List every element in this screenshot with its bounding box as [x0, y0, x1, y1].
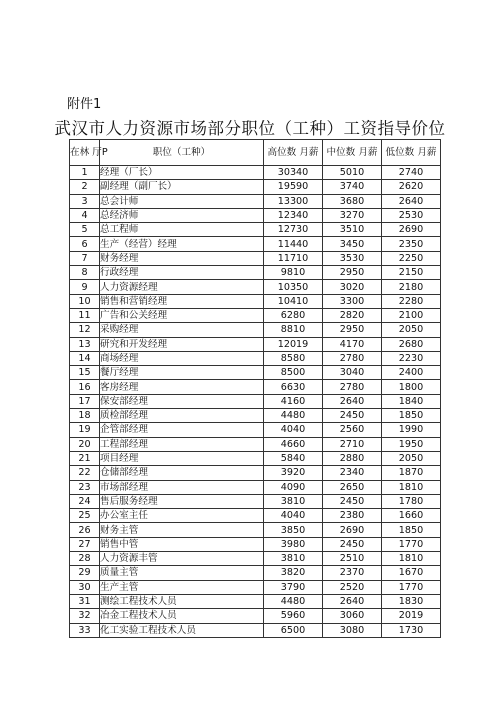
row-mid-wage: 2820	[323, 308, 382, 322]
row-position: 人力资源经理	[100, 280, 264, 294]
row-position: 人力资源丰管	[100, 552, 264, 566]
row-mid-wage: 4170	[323, 337, 382, 351]
row-position: 总工程师	[100, 223, 264, 237]
row-position: 化工实验工程技术人员	[100, 623, 264, 637]
row-mid-wage: 2450	[323, 537, 382, 551]
table-row	[70, 223, 441, 237]
table-header-row	[70, 140, 441, 166]
row-high-wage: 11440	[264, 237, 323, 251]
row-high-wage: 4040	[264, 509, 323, 523]
header-index: 在林 厅P	[70, 140, 100, 166]
row-position: 保安部经理	[100, 394, 264, 408]
row-position: 行政经理	[100, 266, 264, 280]
row-low-wage: 1800	[382, 380, 441, 394]
table-row	[70, 380, 441, 394]
row-low-wage: 2019	[382, 609, 441, 623]
row-position: 广告和公关经理	[100, 308, 264, 322]
row-index: 20	[70, 437, 100, 451]
header-mid: 中位数 月薪	[323, 140, 382, 166]
row-index: 21	[70, 451, 100, 465]
row-low-wage: 2050	[382, 323, 441, 337]
row-mid-wage: 2710	[323, 437, 382, 451]
row-mid-wage: 2370	[323, 566, 382, 580]
table-row	[70, 566, 441, 580]
row-position: 生产（经营）经理	[100, 237, 264, 251]
table-row	[70, 466, 441, 480]
row-position: 质量主管	[100, 566, 264, 580]
row-low-wage: 1780	[382, 494, 441, 508]
row-high-wage: 4660	[264, 437, 323, 451]
row-index: 5	[70, 223, 100, 237]
table-row	[70, 580, 441, 594]
row-position: 测绘工程技术人员	[100, 594, 264, 608]
row-low-wage: 2250	[382, 251, 441, 265]
row-position: 仓储部经理	[100, 466, 264, 480]
row-mid-wage: 2780	[323, 351, 382, 365]
row-position: 销售和营销经理	[100, 294, 264, 308]
table-row	[70, 351, 441, 365]
row-mid-wage: 3270	[323, 208, 382, 222]
row-low-wage: 1810	[382, 552, 441, 566]
header-low: 低位数 月薪	[382, 140, 441, 166]
row-high-wage: 9810	[264, 266, 323, 280]
row-low-wage: 2620	[382, 180, 441, 194]
row-mid-wage: 2340	[323, 466, 382, 480]
row-low-wage: 2400	[382, 366, 441, 380]
row-index: 6	[70, 237, 100, 251]
header-position: 职位（工种）	[100, 140, 264, 166]
row-position: 财务经理	[100, 251, 264, 265]
row-high-wage: 30340	[264, 166, 323, 180]
row-index: 29	[70, 566, 100, 580]
table-row	[70, 323, 441, 337]
row-mid-wage: 2650	[323, 480, 382, 494]
row-low-wage: 1850	[382, 523, 441, 537]
table-row	[70, 537, 441, 551]
row-mid-wage: 5010	[323, 166, 382, 180]
row-low-wage: 2280	[382, 294, 441, 308]
row-high-wage: 4090	[264, 480, 323, 494]
row-position: 客房经理	[100, 380, 264, 394]
row-mid-wage: 2520	[323, 580, 382, 594]
row-high-wage: 4160	[264, 394, 323, 408]
row-position: 商场经理	[100, 351, 264, 365]
row-low-wage: 2640	[382, 194, 441, 208]
row-index: 32	[70, 609, 100, 623]
table-row	[70, 494, 441, 508]
row-high-wage: 3810	[264, 552, 323, 566]
table-row	[70, 609, 441, 623]
row-index: 10	[70, 294, 100, 308]
row-mid-wage: 3300	[323, 294, 382, 308]
row-position: 总会计师	[100, 194, 264, 208]
row-position: 销售中管	[100, 537, 264, 551]
row-high-wage: 3820	[264, 566, 323, 580]
row-low-wage: 2680	[382, 337, 441, 351]
row-index: 19	[70, 423, 100, 437]
row-low-wage: 1770	[382, 537, 441, 551]
table-row	[70, 294, 441, 308]
row-index: 9	[70, 280, 100, 294]
row-index: 3	[70, 194, 100, 208]
row-low-wage: 2150	[382, 266, 441, 280]
row-mid-wage: 2690	[323, 523, 382, 537]
row-index: 18	[70, 409, 100, 423]
row-high-wage: 4480	[264, 594, 323, 608]
table-row	[70, 337, 441, 351]
row-index: 25	[70, 509, 100, 523]
row-low-wage: 2100	[382, 308, 441, 322]
table-row	[70, 194, 441, 208]
row-high-wage: 10410	[264, 294, 323, 308]
table-row	[70, 509, 441, 523]
row-position: 采购经理	[100, 323, 264, 337]
row-index: 26	[70, 523, 100, 537]
row-position: 副经理（副厂长）	[100, 180, 264, 194]
row-position: 餐厅经理	[100, 366, 264, 380]
table-row	[70, 552, 441, 566]
row-high-wage: 19590	[264, 180, 323, 194]
row-mid-wage: 2510	[323, 552, 382, 566]
table-row	[70, 423, 441, 437]
row-high-wage: 8580	[264, 351, 323, 365]
attachment-label: 附件1	[67, 97, 102, 112]
row-high-wage: 12340	[264, 208, 323, 222]
page-title: 武汉市人力资源市场部分职位（工种）工资指导价位	[54, 119, 446, 138]
row-high-wage: 6630	[264, 380, 323, 394]
table-row	[70, 308, 441, 322]
row-index: 16	[70, 380, 100, 394]
row-high-wage: 3980	[264, 537, 323, 551]
row-high-wage: 4480	[264, 409, 323, 423]
row-high-wage: 4040	[264, 423, 323, 437]
row-low-wage: 1850	[382, 409, 441, 423]
table-row	[70, 237, 441, 251]
table-row	[70, 166, 441, 180]
row-low-wage: 2230	[382, 351, 441, 365]
table-row	[70, 266, 441, 280]
row-mid-wage: 2640	[323, 394, 382, 408]
row-high-wage: 5840	[264, 451, 323, 465]
row-low-wage: 1660	[382, 509, 441, 523]
row-mid-wage: 3530	[323, 251, 382, 265]
row-low-wage: 1730	[382, 623, 441, 637]
row-low-wage: 1840	[382, 394, 441, 408]
row-index: 1	[70, 166, 100, 180]
row-position: 经理（厂长）	[100, 166, 264, 180]
row-high-wage: 6280	[264, 308, 323, 322]
table-row	[70, 280, 441, 294]
row-position: 工程部经理	[100, 437, 264, 451]
row-index: 2	[70, 180, 100, 194]
table-row	[70, 409, 441, 423]
row-high-wage: 13300	[264, 194, 323, 208]
row-low-wage: 1990	[382, 423, 441, 437]
row-mid-wage: 3080	[323, 623, 382, 637]
row-index: 8	[70, 266, 100, 280]
row-position: 办公室主任	[100, 509, 264, 523]
table-row	[70, 394, 441, 408]
row-high-wage: 3790	[264, 580, 323, 594]
row-mid-wage: 3740	[323, 180, 382, 194]
row-low-wage: 2180	[382, 280, 441, 294]
row-mid-wage: 3450	[323, 237, 382, 251]
row-low-wage: 1950	[382, 437, 441, 451]
table-row	[70, 523, 441, 537]
table-row	[70, 366, 441, 380]
row-index: 31	[70, 594, 100, 608]
row-position: 市场部经理	[100, 480, 264, 494]
row-low-wage: 1870	[382, 466, 441, 480]
row-high-wage: 11710	[264, 251, 323, 265]
row-high-wage: 3920	[264, 466, 323, 480]
row-mid-wage: 2880	[323, 451, 382, 465]
row-low-wage: 2350	[382, 237, 441, 251]
row-index: 4	[70, 208, 100, 222]
row-low-wage: 1770	[382, 580, 441, 594]
row-high-wage: 12730	[264, 223, 323, 237]
row-mid-wage: 3060	[323, 609, 382, 623]
row-index: 11	[70, 308, 100, 322]
row-mid-wage: 3040	[323, 366, 382, 380]
row-index: 33	[70, 623, 100, 637]
row-index: 17	[70, 394, 100, 408]
row-mid-wage: 3510	[323, 223, 382, 237]
row-position: 企管部经理	[100, 423, 264, 437]
row-index: 13	[70, 337, 100, 351]
row-position: 研究和开发经理	[100, 337, 264, 351]
row-position: 总经济师	[100, 208, 264, 222]
table-row	[70, 251, 441, 265]
row-mid-wage: 3020	[323, 280, 382, 294]
row-mid-wage: 2560	[323, 423, 382, 437]
row-high-wage: 5960	[264, 609, 323, 623]
table-row	[70, 451, 441, 465]
table-row	[70, 437, 441, 451]
row-low-wage: 1670	[382, 566, 441, 580]
row-index: 12	[70, 323, 100, 337]
row-mid-wage: 2450	[323, 494, 382, 508]
row-low-wage: 1810	[382, 480, 441, 494]
row-high-wage: 12019	[264, 337, 323, 351]
row-position: 财务主管	[100, 523, 264, 537]
row-high-wage: 8500	[264, 366, 323, 380]
row-high-wage: 8810	[264, 323, 323, 337]
header-high: 高位数 月薪	[264, 140, 323, 166]
row-position: 质检部经理	[100, 409, 264, 423]
row-index: 23	[70, 480, 100, 494]
row-mid-wage: 2380	[323, 509, 382, 523]
row-low-wage: 1830	[382, 594, 441, 608]
row-mid-wage: 2780	[323, 380, 382, 394]
row-mid-wage: 2950	[323, 323, 382, 337]
wage-table	[69, 139, 441, 638]
row-high-wage: 6500	[264, 623, 323, 637]
row-index: 7	[70, 251, 100, 265]
row-mid-wage: 3680	[323, 194, 382, 208]
table-row	[70, 208, 441, 222]
row-index: 28	[70, 552, 100, 566]
table-row	[70, 623, 441, 637]
row-low-wage: 2530	[382, 208, 441, 222]
table-row	[70, 480, 441, 494]
row-high-wage: 3810	[264, 494, 323, 508]
row-low-wage: 2690	[382, 223, 441, 237]
row-low-wage: 2740	[382, 166, 441, 180]
row-mid-wage: 2950	[323, 266, 382, 280]
row-index: 15	[70, 366, 100, 380]
row-high-wage: 3850	[264, 523, 323, 537]
row-position: 售后服务经理	[100, 494, 264, 508]
row-mid-wage: 2450	[323, 409, 382, 423]
row-index: 14	[70, 351, 100, 365]
row-position: 生产主管	[100, 580, 264, 594]
row-position: 项目经理	[100, 451, 264, 465]
table-row	[70, 594, 441, 608]
table-body	[70, 166, 441, 638]
row-index: 30	[70, 580, 100, 594]
table-row	[70, 180, 441, 194]
row-index: 22	[70, 466, 100, 480]
row-low-wage: 2050	[382, 451, 441, 465]
row-position: 冶金工程技术人员	[100, 609, 264, 623]
row-high-wage: 10350	[264, 280, 323, 294]
row-index: 27	[70, 537, 100, 551]
row-mid-wage: 2640	[323, 594, 382, 608]
row-index: 24	[70, 494, 100, 508]
